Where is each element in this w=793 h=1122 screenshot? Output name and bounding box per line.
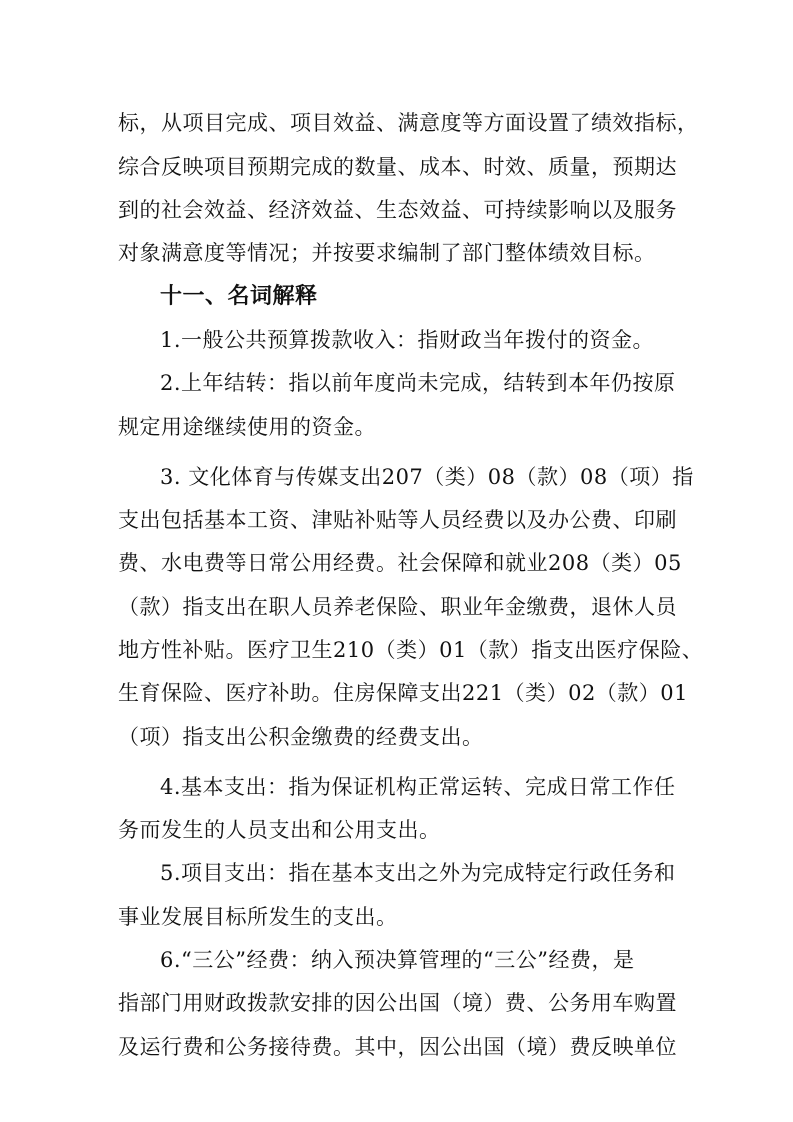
text-line: 1.一般公共预算拨款收入：指财政当年拨付的资金。 <box>160 328 655 352</box>
text-line: 4.基本支出：指为保证机构正常运转、完成日常工作任 <box>160 775 676 799</box>
text-line: 6.“三公”经费：纳入预决算管理的“三公”经费，是 <box>160 948 635 972</box>
text-line: 费、水电费等日常公用经费。社会保障和就业208（类）05 <box>118 551 682 575</box>
text-line: （项）指支出公积金缴费的经费支出。 <box>118 725 484 749</box>
text-line: 支出包括基本工资、津贴补贴等人员经费以及办公费、印刷 <box>118 508 677 532</box>
text-line: 指部门用财政拨款安排的因公出国（境）费、公务用车购置 <box>118 991 677 1015</box>
section-heading: 十一、名词解释 <box>160 284 318 309</box>
text-line: 地方性补贴。医疗卫生210（类）01（款）指支出医疗保险、 <box>118 638 704 662</box>
text-line: 规定用途继续使用的资金。 <box>118 415 376 439</box>
text-line: 务而发生的人员支出和公用支出。 <box>118 818 441 842</box>
text-line: 标，从项目完成、项目效益、满意度等方面设置了绩效指标， <box>118 111 699 135</box>
text-line: 事业发展目标所发生的支出。 <box>118 905 398 929</box>
text-line: （款）指支出在职人员养老保险、职业年金缴费，退休人员 <box>118 595 677 619</box>
text-line: 5.项目支出：指在基本支出之外为完成特定行政任务和 <box>160 861 676 885</box>
text-line: 到的社会效益、经济效益、生态效益、可持续影响以及服务 <box>118 198 677 222</box>
text-line: 及运行费和公务接待费。其中，因公出国（境）费反映单位 <box>118 1035 677 1059</box>
text-line: 综合反映项目预期完成的数量、成本、时效、质量，预期达 <box>118 155 677 179</box>
text-line: 生育保险、医疗补助。住房保障支出221（类）02（款）01 <box>118 681 689 705</box>
text-line: 3. 文化体育与传媒支出207（类）08（款）08（项）指 <box>160 465 694 489</box>
text-line: 2.上年结转：指以前年度尚未完成，结转到本年仍按原 <box>160 371 676 395</box>
text-line: 对象满意度等情况；并按要求编制了部门整体绩效目标。 <box>118 241 656 265</box>
